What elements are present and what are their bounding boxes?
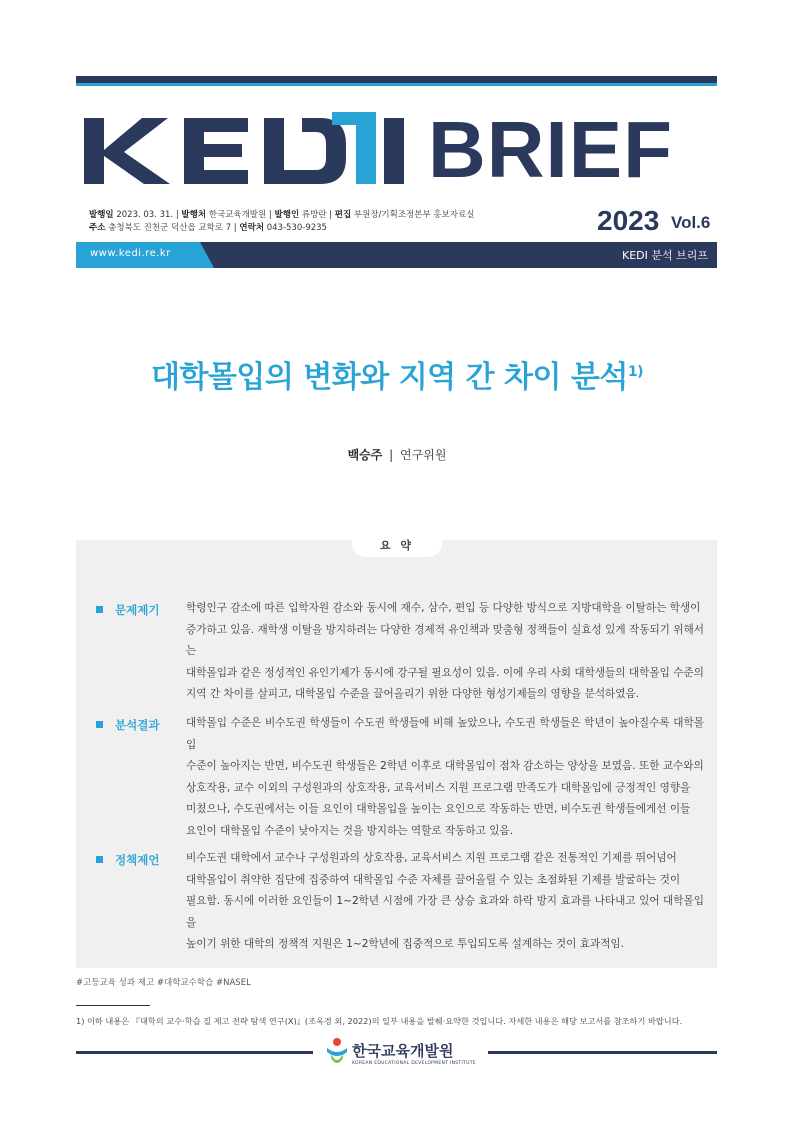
hashtags: #고등교육 성과 제고 #대학교수학습 #NASEL <box>76 978 251 988</box>
institute-logo-icon <box>325 1036 349 1068</box>
author-line: 백승주 | 연구위원 <box>347 448 447 462</box>
issue-volume: Vol.6 <box>671 213 711 232</box>
author-role: 연구위원 <box>400 448 447 462</box>
author-name: 백승주 <box>347 448 383 462</box>
publishing-info-line1: 발행일 2023. 03. 31. | 발행처 한국교육개발원 | 발행인 류방란 | 편집 부원장/기획조정본부 홍보자료실 <box>89 210 475 220</box>
section-text-results: 대학몰입 수준은 비수도권 학생들이 수도권 학생들에 비해 높았으나, 수도권 학생들은 학년이 높아질수록 대학몰입 수준이 높아지는 반면, 비수도권 학생들은 2학년 이후로 대학몰입이 점차 감소하는 양상을 보였음. 또한 교수와의 상호작용, 교수 이외의 구성원과의 상호작용, 교육서비스 지원 프로그램 만족도가 대학몰입에 긍정적인 영향을 미쳤으나, 수도권에서는 이들 요인이 대학몰입을 높이는 요인으로 작동하는 반면, 비수도권 학생들에게선 이들 요인이 대학몰입 수준이 낮아지는 것을 방지하는 역할로 작동하고 있음. <box>186 717 704 837</box>
section-text-problem: 학령인구 감소에 따른 입학자원 감소와 동시에 재수, 삼수, 편입 등 다양한 방식으로 지방대학을 이탈하는 학생이 증가하고 있음. 재학생 이탈을 방지하려는 다양한 경제적 유인책과 맞춤형 정책들이 실효성 있게 작동되기 위해서는 대학몰입과 같은 정성적인 유인기제가 동시에 강구될 필요성이 있음. 이에 우리 사회 대학생들의 대학몰입 수준의 지역 간 차이를 살피고, 대학몰입 수준을 끌어올리기 위한 다양한 형성기제들의 영향을 분석하였음. <box>186 602 704 700</box>
bullet-square-icon <box>96 856 103 863</box>
footnote: 1) 이하 내용은 『대학의 교수·학습 질 제고 전략 탐색 연구(Ⅹ)』(조옥경 외, 2022)의 일부 내용을 발췌·요약한 것입니다. 자세한 내용은 해당 보고서를 참조하기 바랍니다. <box>76 1016 683 1026</box>
section-label-policy: 정책제언 <box>96 852 159 868</box>
top-rule-navy <box>76 76 717 83</box>
kedi-logo <box>84 112 424 190</box>
top-rule-accent <box>76 83 717 86</box>
footnote-rule <box>76 1005 150 1006</box>
institute-english-name: KOREAN EDUCATIONAL DEVELOPMENT INSTITUTE <box>352 1061 476 1066</box>
title-footnote-mark: 1) <box>627 364 644 380</box>
publishing-info-line2: 주소 충청북도 진천군 덕산읍 교학로 7 | 연락처 043-530-9235 <box>89 223 327 233</box>
brief-wordmark: BRIEF <box>428 105 673 194</box>
bullet-square-icon <box>96 606 103 613</box>
summary-heading: 요 약 <box>379 539 415 552</box>
institute-name: 한국교육개발원 <box>352 1042 454 1060</box>
footer-rule-left <box>76 1051 313 1054</box>
series-label: KEDI 분석 브리프 <box>621 249 708 262</box>
bullet-square-icon <box>96 721 103 728</box>
article-title: 대학몰입의 변화와 지역 간 차이 분석$^{1)}$ <box>150 360 644 395</box>
section-label-problem: 문제제기 <box>96 602 159 618</box>
website-link[interactable]: www.kedi.re.kr <box>90 248 171 259</box>
footer-rule-right <box>488 1051 717 1054</box>
issue-year: 2023 <box>597 205 660 236</box>
section-text-policy: 비수도권 대학에서 교수나 구성원과의 상호작용, 교육서비스 지원 프로그램 같은 전통적인 기제를 뛰어넘어 대학몰입이 취약한 집단에 집중하여 대학몰입 수준 자체를 끌어올릴 수 있는 초점화된 기제를 발굴하는 것이 필요함. 동시에 이러한 요인들이 1~2학년 시점에 가장 큰 상승 효과와 하락 방지 효과를 나타내고 있어 대학몰입을 높이기 위한 대학의 정책적 지원은 1~2학년에 집중적으로 투입되도록 설계하는 것이 효과적임. <box>186 852 704 950</box>
section-label-results: 분석결과 <box>96 717 159 733</box>
